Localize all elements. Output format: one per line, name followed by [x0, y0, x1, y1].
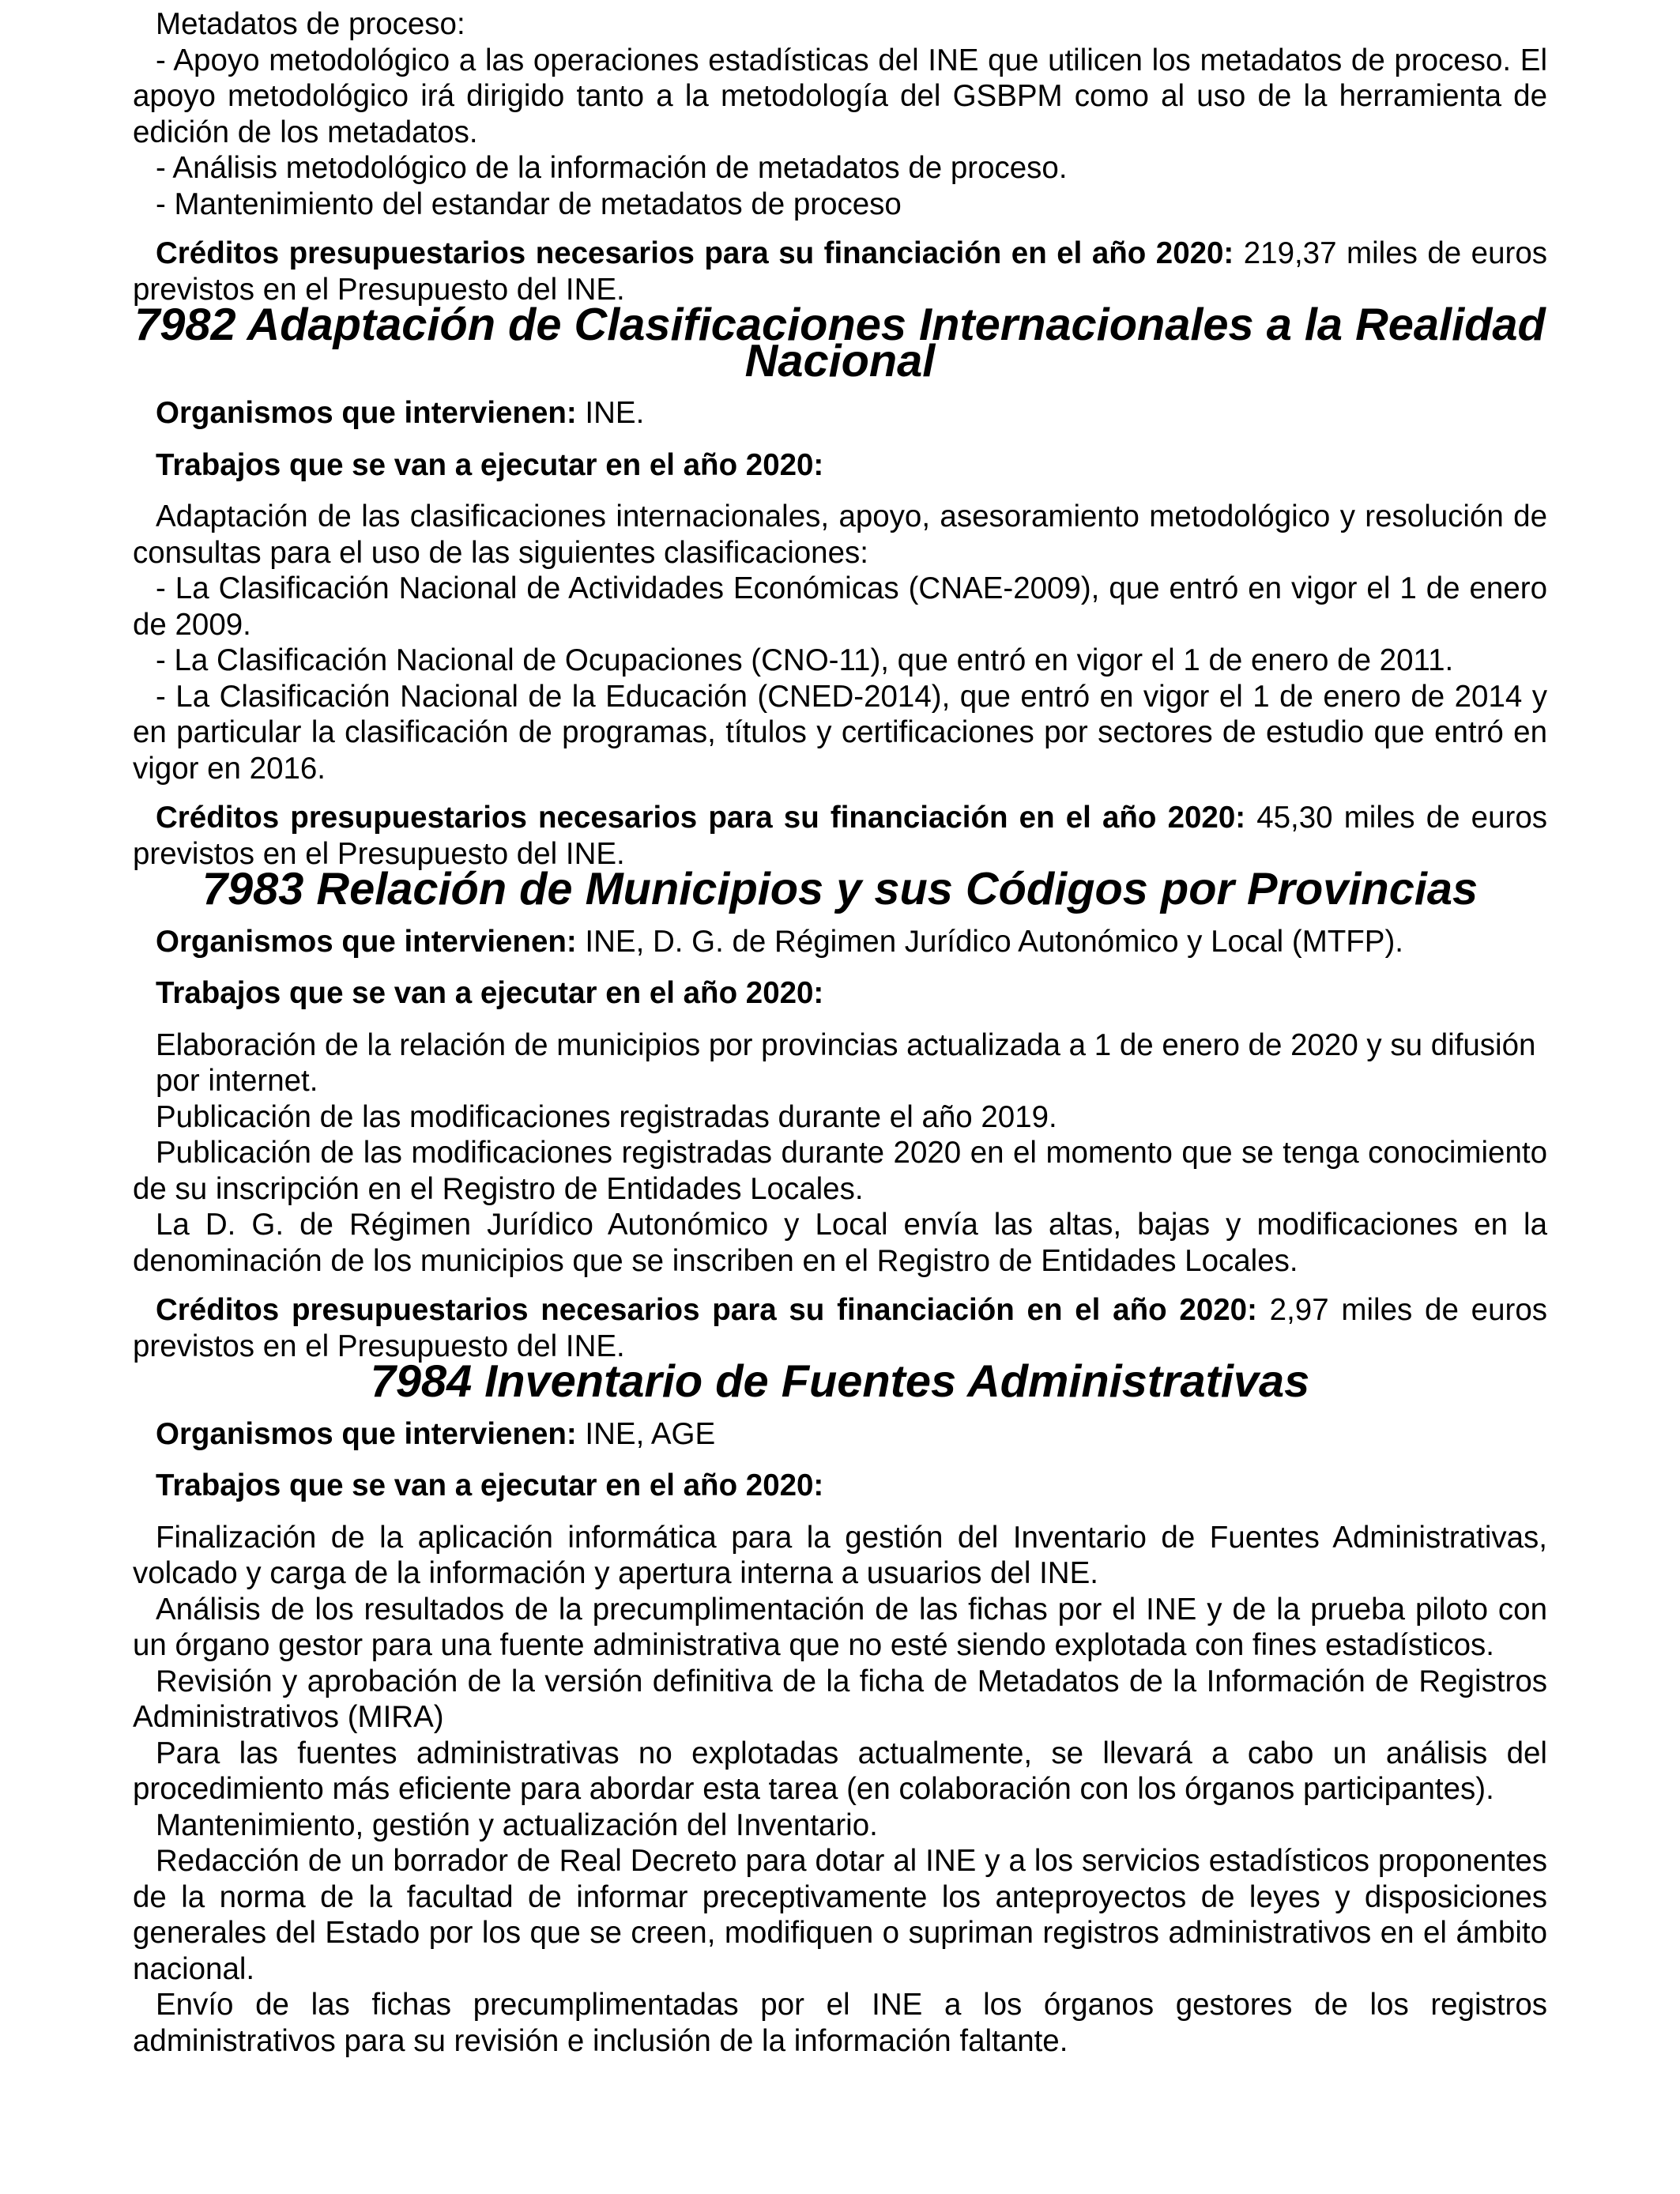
list-item: - La Clasificación Nacional de la Educación (CNED-2014), que entró en vigor el 1 de enero de 2014 y en particular la clasificación de programas, títulos y certificaciones por sectores de estudio que entró en vigor en 2016.: [133, 679, 1547, 786]
budget-credits-paragraph: [133, 236, 1547, 307]
body-paragraph: Finalización de la aplicación informática para la gestión del Inventario de Fuentes Administrativas, volcado y carga de la información y apertura interna a usuarios del INE.: [133, 1520, 1547, 1590]
organisms-value: INE.: [576, 396, 645, 430]
budget-credits-value: 45,30 miles de euros previstos en el Presupuesto del INE.: [133, 801, 1547, 871]
document-page: [133, 6, 1547, 2059]
organisms-paragraph: [133, 1416, 1547, 1453]
list-item: - La Clasificación Nacional de Actividades Económicas (CNAE-2009), que entró en vigor el 1 de enero de 2009.: [133, 571, 1547, 642]
organisms-label: Organismos que intervienen:: [156, 1416, 577, 1451]
organisms-value: INE, D. G. de Régimen Jurídico Autonómico y Local (MTFP).: [576, 924, 1403, 959]
organisms-label: Organismos que intervienen:: [156, 396, 577, 430]
budget-credits-value: 2,97 miles de euros previstos en el Presupuesto del INE.: [133, 1293, 1547, 1363]
body-paragraph: Análisis de los resultados de la precumplimentación de las fichas por el INE y de la prueba piloto con un órgano gestor para una fuente administrativa que no esté siendo explotada con fines estadísticos.: [133, 1592, 1547, 1662]
section-heading-7983: 7983 Relación de Municipios y sus Códigos por Provincias: [202, 864, 1478, 914]
body-paragraph: Redacción de un borrador de Real Decreto para dotar al INE y a los servicios estadísticos proponentes de la norma de la facultad de informar preceptivamente los anteproyectos de leyes y disposiciones generales del Estado por los que se creen, modifiquen o supriman registros administrativos en el ámbito nacional.: [133, 1844, 1547, 1986]
budget-credits-paragraph: [133, 800, 1547, 872]
organisms-paragraph: [133, 924, 1547, 960]
section-heading-7984: 7984 Inventario de Fuentes Administrativas: [370, 1356, 1310, 1407]
body-paragraph: Elaboración de la relación de municipios por provincias actualizada a 1 de enero de 2020 y su difusión por internet.: [156, 1027, 1536, 1098]
body-paragraph: La D. G. de Régimen Jurídico Autonómico y Local envía las altas, bajas y modificaciones en la denominación de los municipios que se inscriben en el Registro de Entidades Locales.: [133, 1208, 1547, 1278]
works-label: Trabajos que se van a ejecutar en el año 2020:: [156, 1468, 824, 1502]
works-label: Trabajos que se van a ejecutar en el año 2020:: [156, 447, 824, 482]
section-heading-7982: 7982 Adaptación de Clasificaciones Internacionales a la Realidad Nacional: [134, 300, 1546, 386]
body-paragraph: Adaptación de las clasificaciones internacionales, apoyo, asesoramiento metodológico y resolución de consultas para el uso de las siguientes clasificaciones:: [133, 499, 1547, 570]
body-paragraph: Envío de las fichas precumplimentadas por el INE a los órganos gestores de los registros administrativos para su revisión e inclusión de la información faltante.: [133, 1988, 1547, 2058]
body-paragraph: Publicación de las modificaciones registradas durante el año 2019.: [156, 1099, 1057, 1134]
list-item: - Análisis metodológico de la información de metadatos de proceso.: [156, 151, 1068, 185]
budget-credits-label: Créditos presupuestarios necesarios para su financiación en el año 2020:: [156, 1293, 1257, 1327]
process-metadata-label: Metadatos de proceso:: [156, 7, 465, 41]
organisms-value: INE, AGE: [576, 1416, 716, 1451]
list-item: - La Clasificación Nacional de Ocupaciones (CNO-11), que entró en vigor el 1 de enero de 2011.: [156, 643, 1454, 677]
works-label: Trabajos que se van a ejecutar en el año 2020:: [156, 976, 824, 1010]
organisms-paragraph: [133, 395, 1547, 432]
list-item: - Apoyo metodológico a las operaciones estadísticas del INE que utilicen los metadatos de proceso. El apoyo metodológico irá dirigido tanto a la metodología del GSBPM como al uso de la herramienta de edición de los metadatos.: [133, 43, 1547, 149]
body-paragraph: Publicación de las modificaciones registradas durante 2020 en el momento que se tenga conocimiento de su inscripción en el Registro de Entidades Locales.: [133, 1136, 1547, 1206]
body-paragraph: Mantenimiento, gestión y actualización del Inventario.: [156, 1808, 878, 1842]
body-paragraph: Revisión y aprobación de la versión definitiva de la ficha de Metadatos de la Información de Registros Administrativos (MIRA): [133, 1664, 1547, 1734]
list-item: - Mantenimiento del estandar de metadatos de proceso: [156, 187, 902, 221]
budget-credits-label: Créditos presupuestarios necesarios para su financiación en el año 2020:: [156, 236, 1234, 270]
budget-credits-paragraph: [133, 1292, 1547, 1364]
budget-credits-label: Créditos presupuestarios necesarios para su financiación en el año 2020:: [156, 801, 1246, 835]
budget-credits-value: 219,37 miles de euros previstos en el Presupuesto del INE.: [133, 236, 1547, 307]
body-paragraph: Para las fuentes administrativas no explotadas actualmente, se llevará a cabo un análisis del procedimiento más eficiente para abordar esta tarea (en colaboración con los órganos participantes).: [133, 1736, 1547, 1806]
organisms-label: Organismos que intervienen:: [156, 924, 577, 959]
